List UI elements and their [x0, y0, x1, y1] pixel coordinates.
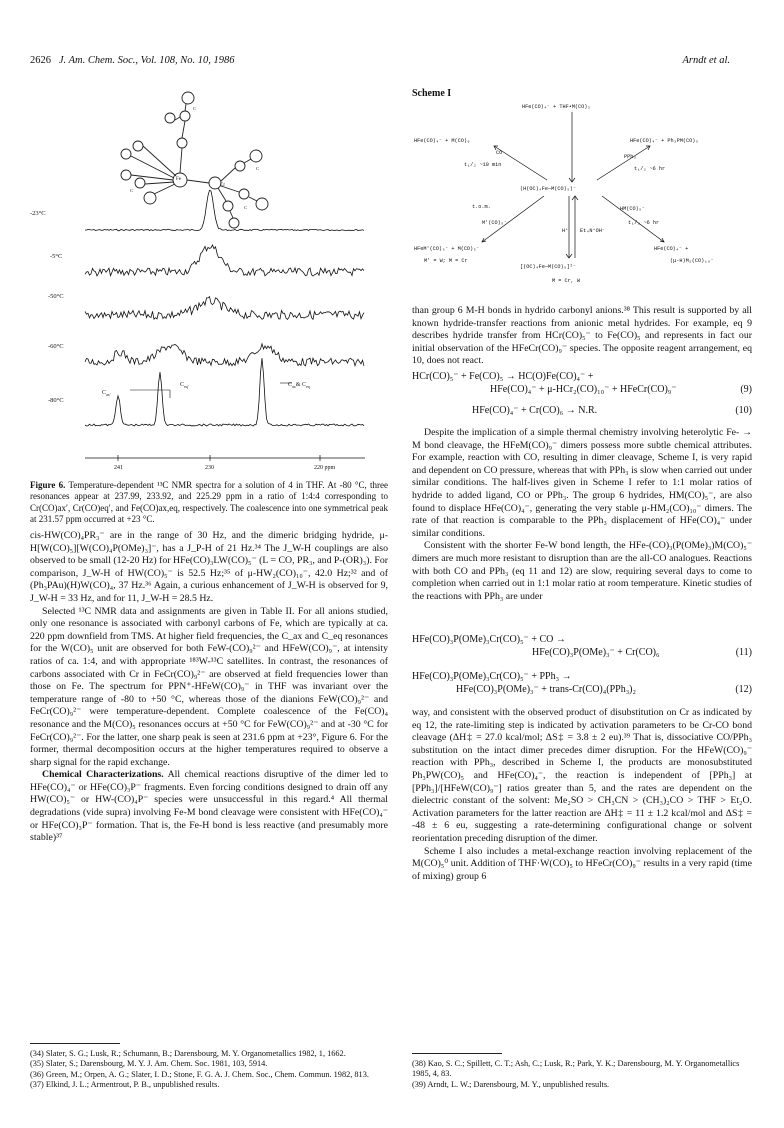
spectrum-trace — [85, 297, 364, 320]
nmr-spectra-traces — [85, 190, 364, 426]
scheme-t-ul: t₁/₂ ~10 min — [464, 162, 502, 168]
equation-line: HFe(CO)₄⁻ + Cr(CO)₆ → N.R. — [472, 405, 598, 416]
scheme-tom: t.o.m. — [472, 204, 491, 210]
peak-label-cax-ceq: $C_{ax}\&$ $C_{eq}$ — [288, 382, 310, 389]
scheme-ur: HFe(CO)₄⁻ + Ph₃PM(CO)₅ — [630, 138, 699, 144]
footnote: (39) Arndt, L. W.; Darensbourg, M. Y., unpublished results. — [412, 1079, 610, 1089]
equation-number: (9) — [740, 384, 752, 395]
atom-label-c2: C — [256, 166, 260, 171]
scheme-arrows — [482, 112, 664, 258]
axis-tick-230: 230 — [205, 465, 214, 471]
scheme-lr2: (μ-H)M₂(CO)₁₀⁻ — [670, 258, 714, 264]
paragraph-text: All chemical reactions disruptive of the dimer led to HFe(CO)₄⁻ or HFe(CO)₃P⁻ fragments. Even forcing conditions designed to drain off any HW(CO)₅⁻ or HW-(CO)₄P⁻ species were unsuccessful in this regard.⁴ All thermal degradations (vide supra) involving Fe-M bond cleavage were consistent with HFe(CO)₄⁻ or HFe(CO)₃P⁻ formation. That is, the Fe-H bond is less reactive (and presumably more stable)³⁷ — [30, 769, 388, 844]
running-header-left — [30, 55, 235, 66]
equation-10 — [412, 404, 752, 417]
equation-number: (11) — [735, 647, 752, 658]
scheme-1-diagram — [412, 100, 752, 292]
equation-number: (12) — [735, 684, 752, 695]
footnote-rule — [30, 1043, 120, 1044]
journal-name: J. Am. Chem. Soc., — [58, 55, 138, 66]
equation-number: (10) — [735, 405, 752, 416]
scheme-t-ur: t₁/₂ ~6 hr — [634, 166, 666, 172]
paragraph: cis-HW(CO)₄PR₃⁻ are in the range of 30 Hz, and the dimeric bridging hydride, μ-H[W(CO)₅][W(CO)₄P(OMe)₃]⁻, has a J_P-H of 21 Hz.³⁴ The J_W-H couplings are also observed to be small (12-20 Hz) for HFe(CO)₃LW(CO)₅⁻ (L = CO, PR₃, and P-(OR)₃). For comparison, J_W-H of HW(CO)₅⁻ is 52.5 Hz;³⁵ of μ-HW₂(CO)₁₀⁻, 42.0 Hz;³² and of (Ph₃PAu)(H)W(CO)₄, 37 Hz.³⁶ Again, a curious enhancement of J_W-H is observed for 9, J_W-H = 33 Hz, and for 11, J_W-H = 28.5 Hz. — [30, 530, 388, 604]
atom-label-c3: C — [244, 205, 248, 210]
paragraph: Scheme I also includes a metal-exchange reaction involving replacement of the M(CO)₅⁰ unit. Addition of THF·W(CO)₅ to HFeCr(CO)₉⁻ results in a very rapid (time of mixing) group 6 — [412, 845, 752, 882]
scheme-center: (H(OC)₄Fe—M(CO)₅)⁻ — [520, 186, 577, 192]
left-column-body — [30, 530, 388, 845]
right-footnotes — [412, 1059, 752, 1090]
axis-tick-241: 241 — [114, 465, 123, 471]
axis-tick-220: 220 ppm — [314, 465, 336, 471]
caption-label: Figure 6. — [30, 480, 66, 490]
right-column-paragraphs-2-3 — [412, 427, 752, 603]
figure-6-caption — [30, 480, 388, 526]
temp-label-5: -80°C — [48, 397, 64, 404]
paragraph: Selected ¹³C NMR data and assignments are given in Table II. For all anions studied, only one resonance is associated with carbonyl carbons of Fe, which are typically at ca. 220 ppm downfield from TMS. At higher field frequencies, the C_ax and C_eq resonances for the W(CO)₅ unit are observed for both FeW-(CO)₉²⁻ and HFeW(CO)₉⁻, at intensity ratios of ca. 1:4, and with appropriate ¹⁸³W-¹³C satellites. In contrast, the resonances of carbons associated with Cr in FeCr(CO)₉²⁻ are observed at field frequencies lower than those on Fe. The spectrum for PPN⁺-HFeW(CO)₉⁻ in THF was invariant over the temperature range of -80 to +50 °C, whereas those of the dianions FeW(CO)₉²⁻ and FeCr(CO)₉²⁻ were temperature-dependent. Complete coalescence of the Fe(CO)₄ resonance and the M(CO)₅ resonances occurs at +50 °C for FeW(CO)₉²⁻ and at -30 °C for FeCr(CO)₉²⁻. For the latter, one sharp peak is seen at 231.6 ppm at +23°, Figure 6. For the former, thermal decomposition occurs at the higher temperatures required to observe a sharp signal for the rapid exchange. — [30, 605, 388, 768]
equation-line: HFe(CO)₄⁻ + μ-HCr₂(CO)₁₀⁻ + HFeCr(CO)₉⁻ — [490, 384, 677, 395]
footnote: (35) Slater, S.; Darensbourg, M. Y. J. Am. Chem. Soc. 1981, 103, 5914. — [30, 1059, 268, 1069]
paragraph: Consistent with the shorter Fe-W bond length, the HFe-(CO)₃(P(OMe)₃)M(CO)₅⁻ dimers are much more resistant to disruption than are the all-CO analogues. Reactions with both CO and PPh₃ (eq 11 and 12) are slow, requiring several days to come to completion when carried out in 1:1 molar ratio at room temperature. Kinetic studies of the reactions with PPh₃ are under — [412, 540, 752, 602]
scheme-t-lr: t₁/₂ ~6 hr — [628, 220, 660, 226]
journal-volume: Vol. 108, No. 10, 1986 — [140, 55, 235, 66]
equation-11 — [412, 633, 752, 659]
temp-label-1: -23°C — [30, 210, 46, 217]
paragraph: than group 6 M-H bonds in hydrido carbonyl anions.³⁸ This result is supported by all known hydride-transfer reactions from anionic metal hydrides. For example, eq 9 describes hydride transfer from HCr(CO)₅⁻ to Fe(CO)₅ and represents in fact our initial observation of the HFeCr(CO)₉⁻ species. The opposite reagent arrangement, eq 10, does not react. — [412, 305, 752, 367]
equation-9 — [412, 370, 752, 396]
scheme-hmco5: HM(CO)₅⁻ — [620, 206, 645, 212]
spectrum-trace — [85, 358, 364, 426]
scheme-ll: HFeM'(CO)₉⁻ + M(CO)₅⁻ — [414, 246, 480, 252]
atom-label-cr: Cr — [220, 183, 225, 188]
left-footnotes — [30, 1049, 388, 1091]
scheme-hplus: H⁺ — [562, 228, 569, 234]
equation-line: HFe(CO)₃P(OMe)₃⁻ + trans-Cr(CO)₄(PPh₃)₂ — [456, 684, 636, 695]
spectrum-trace — [85, 245, 364, 276]
scheme-bottom2: M = Cr, W — [552, 278, 581, 284]
page-number: 2626 — [30, 55, 51, 66]
right-column-paragraphs-4-5 — [412, 707, 752, 883]
equation-line: HFe(CO)₃P(OMe)₃Cr(CO)₅⁻ + CO → — [412, 634, 566, 645]
scheme-ul: HFe(CO)₄⁻ + M(CO)₆ — [414, 138, 471, 144]
footnote: (37) Elkind, J. L.; Armentrout, P. B., unpublished results. — [30, 1080, 220, 1090]
scheme-mco5: M'(CO)₅⁻ — [482, 220, 507, 226]
atom-label-fe: Fe — [176, 177, 181, 182]
section-heading: Chemical Characterizations. — [42, 769, 164, 781]
footnote: (36) Green, M.; Orpen, A. G.; Slater, I. D.; Stone, F. G. A. J. Chem. Soc., Chem. Commun. 1982, 813. — [30, 1069, 369, 1079]
equation-line: HCr(CO)₅⁻ + Fe(CO)₅ → HC(O)Fe(CO)₄⁻ + — [412, 371, 594, 382]
footnote: (38) Kao, S. C.; Spillett, C. T.; Ash, C.; Lusk, R.; Park, Y. K.; Darensbourg, M. Y. Organometallics 1985, 4, 83. — [412, 1059, 740, 1079]
temp-label-4: -60°C — [48, 343, 64, 350]
equation-12 — [412, 670, 752, 696]
atom-label-c1: C — [193, 106, 197, 111]
scheme-co: CO — [496, 150, 503, 156]
scheme-top: HFe(CO)₄⁻ + THF•M(CO)₅ — [522, 104, 591, 110]
scheme-ll2: M' = W; M = Cr — [424, 258, 468, 264]
footnote: (34) Slater, S. G.; Lusk, R.; Schumann, B.; Darensbourg, M. Y. Organometallics 1982, 1, 1662. — [30, 1049, 346, 1058]
scheme-bottom: [(OC)₄Fe—M(CO)₅]²⁻ — [520, 264, 577, 270]
caption-text: Temperature-dependent ¹³C NMR spectra for a solution of 4 in THF. At -80 °C, three resonances appear at 237.99, 233.92, and 225.29 ppm in a ratio of 1:4:4 corresponding to Cr(CO)ax′, Cr(CO)eq′, and Fe(CO)ax,eq, respectively. The coalescence into one symmetrical peak at 231.57 ppm occurred at +23 °C. — [30, 480, 388, 525]
footnote-rule — [412, 1053, 502, 1054]
scheme-et4n: Et₄N⁺OH⁻ — [580, 228, 605, 234]
equation-line: HFe(CO)₃P(OMe)₃⁻ + Cr(CO)₆ — [532, 647, 660, 658]
running-header-authors: Arndt et al. — [682, 55, 730, 66]
scheme-title: Scheme I — [412, 88, 452, 99]
figure-6 — [30, 80, 388, 480]
paragraph — [30, 769, 388, 845]
equation-line: HFe(CO)₃P(OMe)₃Cr(CO)₅⁻ + PPh₃ → — [412, 671, 572, 682]
paragraph: way, and consistent with the observed product of disubstitution on Cr as indicated by eq 12, the rate-limiting step is indicated by activation parameters to be Cr-CO bond cleavage (ΔH‡ = 27.0 kcal/mol; ΔS‡ = 3.8 ± 2 eu).³⁹ That is, dissociative CO/PPh₃ substitution on the intact dimer precedes dimer disruption. For the HFeW(CO)₉⁻ reaction with PPh₃, described in Scheme I, the products are monosubstituted Ph₃PW(CO)₅ and HFe(CO)₄⁻, the reaction is independent of [PPh₃] at [PPh₃]/[HFeW(CO)₉⁻] ratios greater than 5, and the rates are dependent on the dielectric constant of the solvent: Me₂SO > CH₃CN > (CH₃)₂CO > THF > Et₂O. Activation parameters for the latter reaction are ΔH‡ = 11 ± 1.2 kcal/mol and ΔS‡ = -48 ± 6 eu, suggesting a rate-determining configurational change or solvent reorientation preceding disruption of the dimer. — [412, 707, 752, 844]
right-column-paragraph-1 — [412, 305, 752, 368]
paragraph: Despite the implication of a simple thermal chemistry involving heterolytic Fe- → M bond cleavage, the HFeM(CO)₉⁻ dimers possess more subtle chemical attributes. For example, reaction with CO, resulting in dimer cleavage, Scheme I, is very rapid and dependent on CO pressure, whereas that with PPh₃ is slow when carried out under similar conditions. The half-lives given in Scheme I refer to 1:1 molar ratios of hydride to added ligand, CO or PPh₃. The group 6 hydrides, HM(CO)₅⁻, are also found to displace HFe(CO)₄⁻, generating the very stable μ-HM₂(CO)₁₀⁻ dimers. The rate of that reaction is comparable to the PPh₃ displacement of HFe(CO)₄⁻ under similar conditions. — [412, 427, 752, 539]
temp-label-2: -5°C — [50, 253, 63, 260]
peak-label-ceq-prime: $C_{eq'}$ — [180, 382, 189, 389]
atom-label-c4: C — [130, 188, 134, 193]
scheme-lr: HFe(CO)₄⁻ + — [654, 246, 689, 252]
temp-label-3: -50°C — [48, 293, 64, 300]
spectrum-trace — [85, 190, 364, 231]
scheme-pph3: PPh₃ — [624, 154, 637, 160]
spectrum-trace — [85, 344, 364, 366]
peak-label-cax-prime: $C_{ax'}$ — [102, 390, 111, 397]
